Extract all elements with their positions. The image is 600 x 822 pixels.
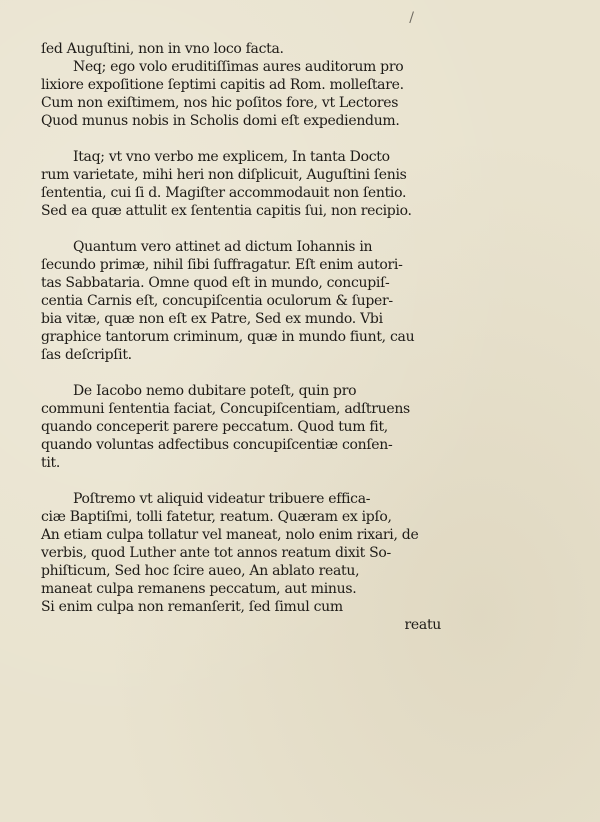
text-line: graphice tantorum criminum, quæ in mundo fiunt, cau xyxy=(41,329,415,345)
text-line: tas Sabbataria. Omne quod eſt in mundo, concupiſ- xyxy=(41,275,390,291)
page-marker: / xyxy=(409,10,414,26)
paragraph-4 xyxy=(41,382,441,472)
text-line: tit. xyxy=(41,455,60,471)
body-text xyxy=(41,40,441,634)
text-line: maneat culpa remanens peccatum, aut minus. xyxy=(41,581,357,597)
text-line: Quantum vero attinet ad dictum Iohannis in xyxy=(73,239,373,255)
text-line: Si enim culpa non remanſerit, ſed ſimul cum xyxy=(41,599,343,615)
text-line: verbis, quod Luther ante tot annos reatum dixit So- xyxy=(41,545,391,561)
paragraph-5 xyxy=(41,490,441,634)
catchword: reatu xyxy=(404,617,441,633)
text-line: quando conceperit parere peccatum. Quod tum fit, xyxy=(41,419,388,435)
text-line: rum varietate, mihi heri non diſplicuit, Auguſtini ſenis xyxy=(41,167,407,183)
text-line: ſed Auguſtini, non in vno loco facta. xyxy=(41,41,284,57)
text-line: communi ſententia faciat, Concupiſcentiam, adſtruens xyxy=(41,401,410,417)
text-line: lixiore expoſitione ſeptimi capitis ad Rom. molleſtare. xyxy=(41,77,404,93)
text-line: bia vitæ, quæ non eſt ex Patre, Sed ex mundo. Vbi xyxy=(41,311,383,327)
text-line: ſententia, cui ſi d. Magiſter accommodauit non ſentio. xyxy=(41,185,407,201)
text-line: ſas deſcripſit. xyxy=(41,347,132,363)
text-line: centia Carnis eſt, concupiſcentia oculorum & ſuper- xyxy=(41,293,393,309)
text-line: Cum non exiſtimem, nos hic poſitos fore, vt Lectores xyxy=(41,95,399,111)
paragraph-1 xyxy=(41,40,441,130)
text-line: Itaq; vt vno verbo me explicem, In tanta Docto xyxy=(73,149,390,165)
text-line: ciæ Baptiſmi, tolli fatetur, reatum. Quæram ex ipſo, xyxy=(41,509,392,525)
text-line: ſecundo primæ, nihil ſibi ſuffragatur. Eſt enim autori- xyxy=(41,257,403,273)
text-line: An etiam culpa tollatur vel maneat, nolo enim rixari, de xyxy=(41,527,419,543)
text-line: Poſtremo vt aliquid videatur tribuere effica- xyxy=(73,491,371,507)
text-line: quando voluntas adfectibus concupiſcentiæ conſen- xyxy=(41,437,393,453)
text-line: De Iacobo nemo dubitare poteſt, quin pro xyxy=(73,383,357,399)
text-line: phiſticum, Sed hoc ſcire aueo, An ablato reatu, xyxy=(41,563,360,579)
text-line: Sed ea quæ attulit ex ſententia capitis ſui, non recipio. xyxy=(41,203,412,219)
text-line: Quod munus nobis in Scholis domi eſt expediendum. xyxy=(41,113,400,129)
paragraph-2 xyxy=(41,148,441,220)
paragraph-3 xyxy=(41,238,441,364)
text-line: Neq; ego volo eruditiſſimas aures auditorum pro xyxy=(73,59,404,75)
